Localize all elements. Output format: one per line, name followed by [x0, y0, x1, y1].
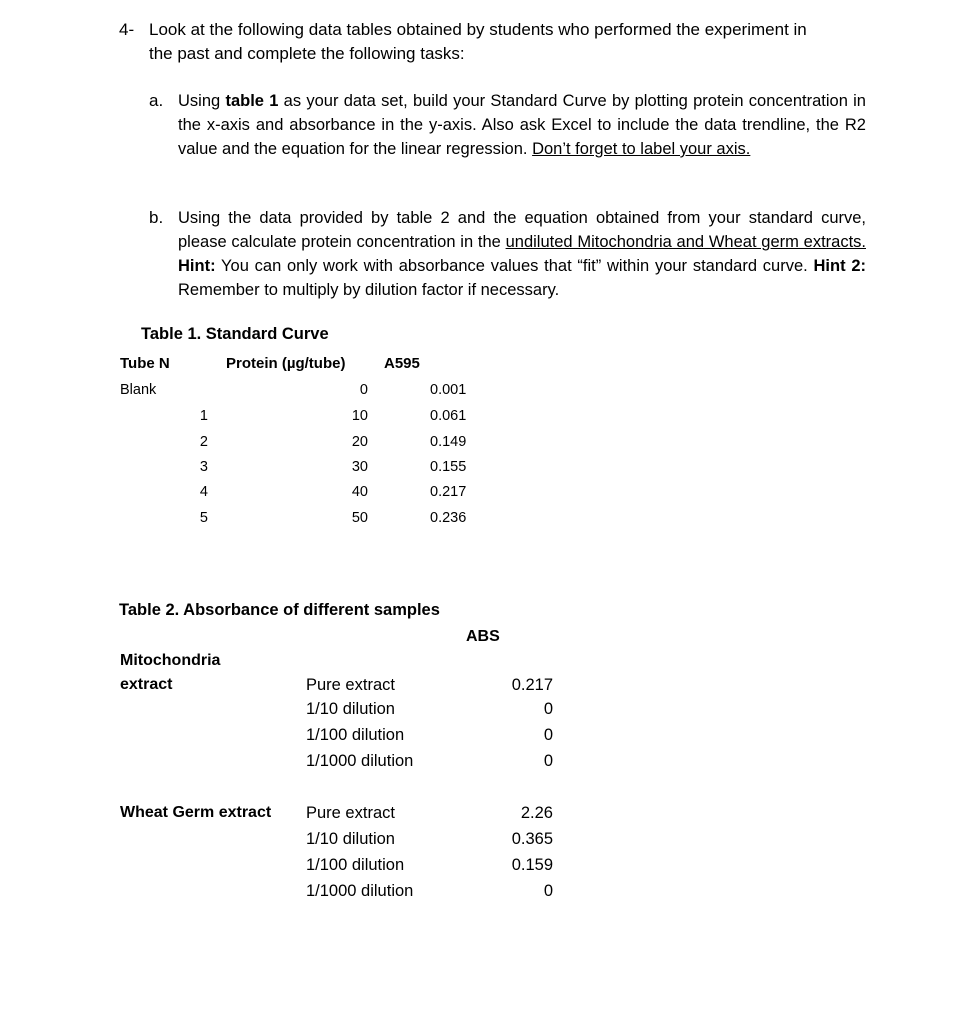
- table1-protein: 30: [351, 459, 368, 475]
- mito-label-line2: extract: [120, 676, 173, 693]
- mito-abs: 0: [543, 752, 553, 770]
- table1-a595: 0.001: [430, 382, 467, 398]
- question-line-2: the past and complete the following tasks:: [149, 44, 465, 63]
- wheat-sample: Pure extract: [306, 804, 395, 822]
- mito-sample: 1/1000 dilution: [306, 752, 414, 770]
- table1-protein: 0: [359, 382, 368, 398]
- table1-tube: 5: [199, 510, 208, 526]
- question-line-1: Look at the following data tables obtained by students who performed the experiment in: [149, 20, 807, 39]
- mito-abs: 0: [543, 700, 553, 718]
- table2-header-abs: ABS: [466, 628, 500, 645]
- task-b-marker: b.: [149, 208, 164, 227]
- mito-sample: 1/10 dilution: [306, 700, 395, 718]
- table1-title: Table 1. Standard Curve: [141, 325, 329, 343]
- task-a-text: Using table 1 as your data set, build your Standard Curve by plotting protein concentration in the x-axis and absorbance in the y-axis. Also ask Excel to include the data trendline, the R2 value and the equation for the linear regression. Don’t forget to label your axis.: [178, 92, 866, 158]
- table1-protein: 40: [351, 484, 368, 500]
- question-number: 4-: [119, 20, 135, 39]
- wheat-sample: 1/10 dilution: [306, 830, 395, 848]
- table1-protein: 50: [351, 510, 368, 526]
- table1-tube: 4: [199, 484, 208, 500]
- wheat-label: Wheat Germ extract: [120, 804, 272, 821]
- table1-a595: 0.061: [430, 408, 467, 424]
- table1-protein: 10: [351, 408, 368, 424]
- mito-sample: 1/100 dilution: [306, 726, 405, 744]
- table1-protein: 20: [351, 434, 368, 450]
- table1-tube: 3: [199, 459, 208, 475]
- wheat-abs: 0.365: [511, 830, 553, 848]
- mito-label-line1: Mitochondria: [120, 652, 221, 669]
- mito-abs: 0.217: [511, 676, 553, 694]
- task-a-marker: a.: [149, 91, 164, 110]
- wheat-abs: 0.159: [511, 856, 553, 874]
- table1-a595: 0.217: [430, 484, 467, 500]
- table1-a595: 0.236: [430, 510, 467, 526]
- mito-abs: 0: [543, 726, 553, 744]
- wheat-sample: 1/1000 dilution: [306, 882, 414, 900]
- task-b-text: Using the data provided by table 2 and the equation obtained from your standard curve, please calculate protein concentration in the undiluted Mitochondria and Wheat germ extracts. Hint: You can only work with absorbance values that “fit” within your standard curve. Hint 2: Remember to multiply by dilution factor if necessary.: [178, 209, 866, 299]
- wheat-abs: 2.26: [520, 804, 553, 822]
- table1-a595: 0.155: [430, 459, 467, 475]
- table1-tube-blank: Blank: [120, 382, 157, 398]
- table1-header-tube: Tube N: [120, 355, 170, 372]
- table1-header-protein: Protein (µg/tube): [226, 355, 346, 372]
- wheat-sample: 1/100 dilution: [306, 856, 405, 874]
- wheat-abs: 0: [543, 882, 553, 900]
- table1-tube: 2: [199, 434, 208, 450]
- table1-tube: 1: [199, 408, 208, 424]
- table1-header-a595: A595: [384, 355, 420, 372]
- mito-sample: Pure extract: [306, 676, 395, 694]
- table2-title: Table 2. Absorbance of different samples: [119, 601, 440, 619]
- table1-a595: 0.149: [430, 434, 467, 450]
